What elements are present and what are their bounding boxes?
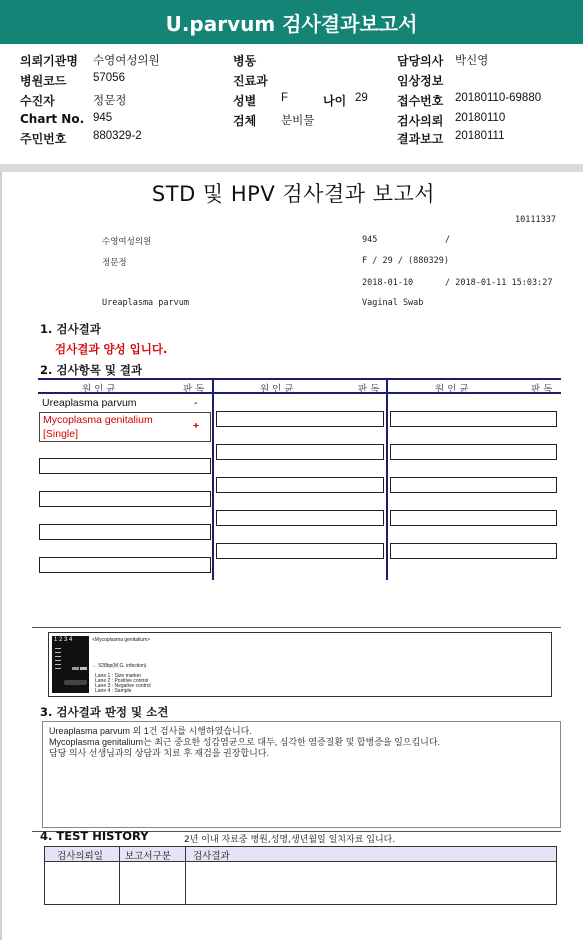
label-hospital-code: 병원코드 bbox=[20, 74, 67, 88]
report-specimen: Vaginal Swab bbox=[362, 298, 424, 308]
report-slash: / bbox=[445, 235, 451, 245]
opinion-line-1: Ureaplasma parvum 외 1건 검사를 시행하였습니다. bbox=[49, 726, 252, 736]
col-result-1: 판 독 bbox=[183, 384, 205, 395]
empty-cell bbox=[216, 510, 384, 526]
value-chart-no: 945 bbox=[93, 112, 113, 124]
empty-cell bbox=[216, 477, 384, 493]
ladder-band bbox=[55, 648, 61, 672]
empty-cell bbox=[390, 477, 557, 493]
value-accession-no: 20180110-69880 bbox=[455, 92, 542, 104]
report-test-name: Ureaplasma parvum bbox=[102, 298, 189, 308]
value-request-date: 20180110 bbox=[455, 112, 506, 124]
sample-band bbox=[80, 667, 87, 670]
value-patient: 정문정 bbox=[93, 95, 127, 107]
label-resident-no: 주민번호 bbox=[20, 132, 67, 146]
label-sex: 성별 bbox=[233, 94, 257, 108]
label-patient: 수진자 bbox=[20, 94, 55, 108]
col-agent-1: 원 인 균 bbox=[82, 384, 116, 395]
grid-divider-1 bbox=[212, 378, 214, 580]
item-mycoplasma-single: [Single] bbox=[43, 428, 79, 440]
result-summary: 검사결과 양성 입니다. bbox=[55, 342, 168, 356]
divider bbox=[32, 627, 561, 628]
label-department: 진료과 bbox=[233, 74, 268, 88]
gel-lane-numbers: 1 2 3 4 bbox=[54, 637, 73, 643]
history-col-sep bbox=[119, 862, 120, 904]
report-document bbox=[0, 172, 583, 940]
empty-cell bbox=[390, 411, 557, 427]
item-mycoplasma-result: + bbox=[193, 420, 200, 432]
value-specimen: 분비물 bbox=[281, 115, 315, 127]
value-doctor: 박신영 bbox=[455, 55, 489, 67]
label-age: 나이 bbox=[323, 94, 347, 108]
col-agent-2: 원 인 균 bbox=[260, 384, 294, 395]
report-title-bar bbox=[0, 0, 583, 44]
empty-cell bbox=[216, 444, 384, 460]
page-title: U.parvum 검사결과보고서 bbox=[165, 11, 418, 36]
empty-cell bbox=[39, 524, 211, 540]
report-date-received: 2018-01-10 bbox=[362, 278, 414, 288]
history-col-sep bbox=[185, 847, 186, 861]
item-mycoplasma-name: Mycoplasma genitalium bbox=[43, 414, 153, 426]
report-code: 10111337 bbox=[515, 215, 556, 225]
history-col-result: 검사결과 bbox=[193, 851, 230, 862]
value-resident-no: 880329-2 bbox=[93, 130, 142, 142]
col-agent-3: 원 인 균 bbox=[435, 384, 469, 395]
history-col-request-date: 검사의뢰일 bbox=[57, 851, 103, 862]
history-col-report-type: 보고서구분 bbox=[125, 851, 171, 862]
section-4-heading: 4. TEST HISTORY bbox=[40, 829, 149, 843]
empty-cell bbox=[390, 510, 557, 526]
label-ward: 병동 bbox=[233, 54, 257, 68]
section-2-heading: 2. 검사항목 및 결과 bbox=[40, 363, 143, 377]
col-result-2: 판 독 bbox=[358, 384, 380, 395]
separator bbox=[0, 164, 583, 172]
empty-cell bbox=[216, 411, 384, 427]
label-specimen: 검체 bbox=[233, 114, 257, 128]
value-sex: F bbox=[281, 92, 289, 104]
item-ureaplasma-result: - bbox=[194, 397, 198, 409]
label-chart-no: Chart No. bbox=[20, 112, 85, 126]
opinion-line-2: Mycoplasma genitalium는 최근 중요한 성감염균으로 대두, 심각한 염증질환 및 합병증을 일으킵니다. bbox=[49, 737, 441, 747]
report-date-reported: / 2018-01-11 15:03:27 bbox=[445, 278, 553, 288]
section-3-heading: 3. 검사결과 판정 및 소견 bbox=[40, 705, 169, 719]
empty-cell bbox=[39, 491, 211, 507]
gel-title: <Mycoplasma genitalium> bbox=[92, 637, 151, 643]
label-report-date: 결과보고 bbox=[397, 132, 444, 146]
primer-band bbox=[64, 680, 87, 685]
result-grid-header bbox=[38, 378, 561, 394]
history-header-row bbox=[44, 846, 557, 862]
empty-cell bbox=[216, 543, 384, 559]
label-accession-no: 접수번호 bbox=[397, 94, 444, 108]
report-heading: STD 및 HPV 검사결과 보고서 bbox=[151, 182, 436, 206]
history-note: 2년 이내 자료중 병원,성명,생년월일 일치자료 입니다. bbox=[184, 835, 396, 845]
report-chart: 945 bbox=[362, 235, 378, 245]
report-sex-age: F / 29 / (880329) bbox=[362, 256, 449, 266]
report-patient: 정문정 bbox=[102, 258, 127, 268]
empty-cell bbox=[39, 458, 211, 474]
report-hospital: 수영여성의원 bbox=[102, 237, 152, 247]
empty-cell bbox=[390, 543, 557, 559]
gel-electrophoresis-image bbox=[52, 636, 89, 693]
item-ureaplasma-name: Ureaplasma parvum bbox=[42, 397, 137, 409]
empty-cell bbox=[39, 557, 211, 573]
patient-info-panel bbox=[0, 44, 583, 164]
test-history-table bbox=[44, 846, 557, 905]
value-hospital-code: 57056 bbox=[93, 72, 125, 84]
opinion-box bbox=[42, 721, 561, 828]
label-doctor: 담당의사 bbox=[397, 54, 444, 68]
item-mycoplasma-box bbox=[39, 412, 211, 442]
value-requesting-org: 수영여성의원 bbox=[93, 55, 160, 67]
empty-cell bbox=[390, 444, 557, 460]
sample-band bbox=[72, 667, 79, 670]
value-age: 29 bbox=[355, 92, 368, 104]
gel-legend-4: Lane 4 : Sample bbox=[95, 688, 132, 694]
label-request-date: 검사의뢰 bbox=[397, 114, 444, 128]
gel-band-label: ← 528bp(M.G. infection) bbox=[92, 663, 147, 669]
gel-image-panel bbox=[48, 632, 552, 697]
label-requesting-org: 의뢰기관명 bbox=[20, 54, 78, 68]
grid-divider-2 bbox=[386, 378, 388, 580]
gel-legend-2: Lane 2 : Positive control bbox=[95, 678, 149, 684]
opinion-line-3: 담당 의사 선생님과의 상담과 치료 후 재검을 권장합니다. bbox=[49, 748, 269, 758]
history-col-sep bbox=[119, 847, 120, 861]
history-col-sep bbox=[185, 862, 186, 904]
label-clinical-info: 임상정보 bbox=[397, 74, 444, 88]
gel-legend-3: Lane 3 : Negative control bbox=[95, 683, 151, 689]
value-report-date: 20180111 bbox=[455, 130, 505, 142]
section-1-heading: 1. 검사결과 bbox=[40, 322, 101, 336]
col-result-3: 판 독 bbox=[531, 384, 553, 395]
history-body bbox=[44, 862, 557, 905]
gel-legend-1: Lane 1 : Size marker bbox=[95, 673, 142, 679]
